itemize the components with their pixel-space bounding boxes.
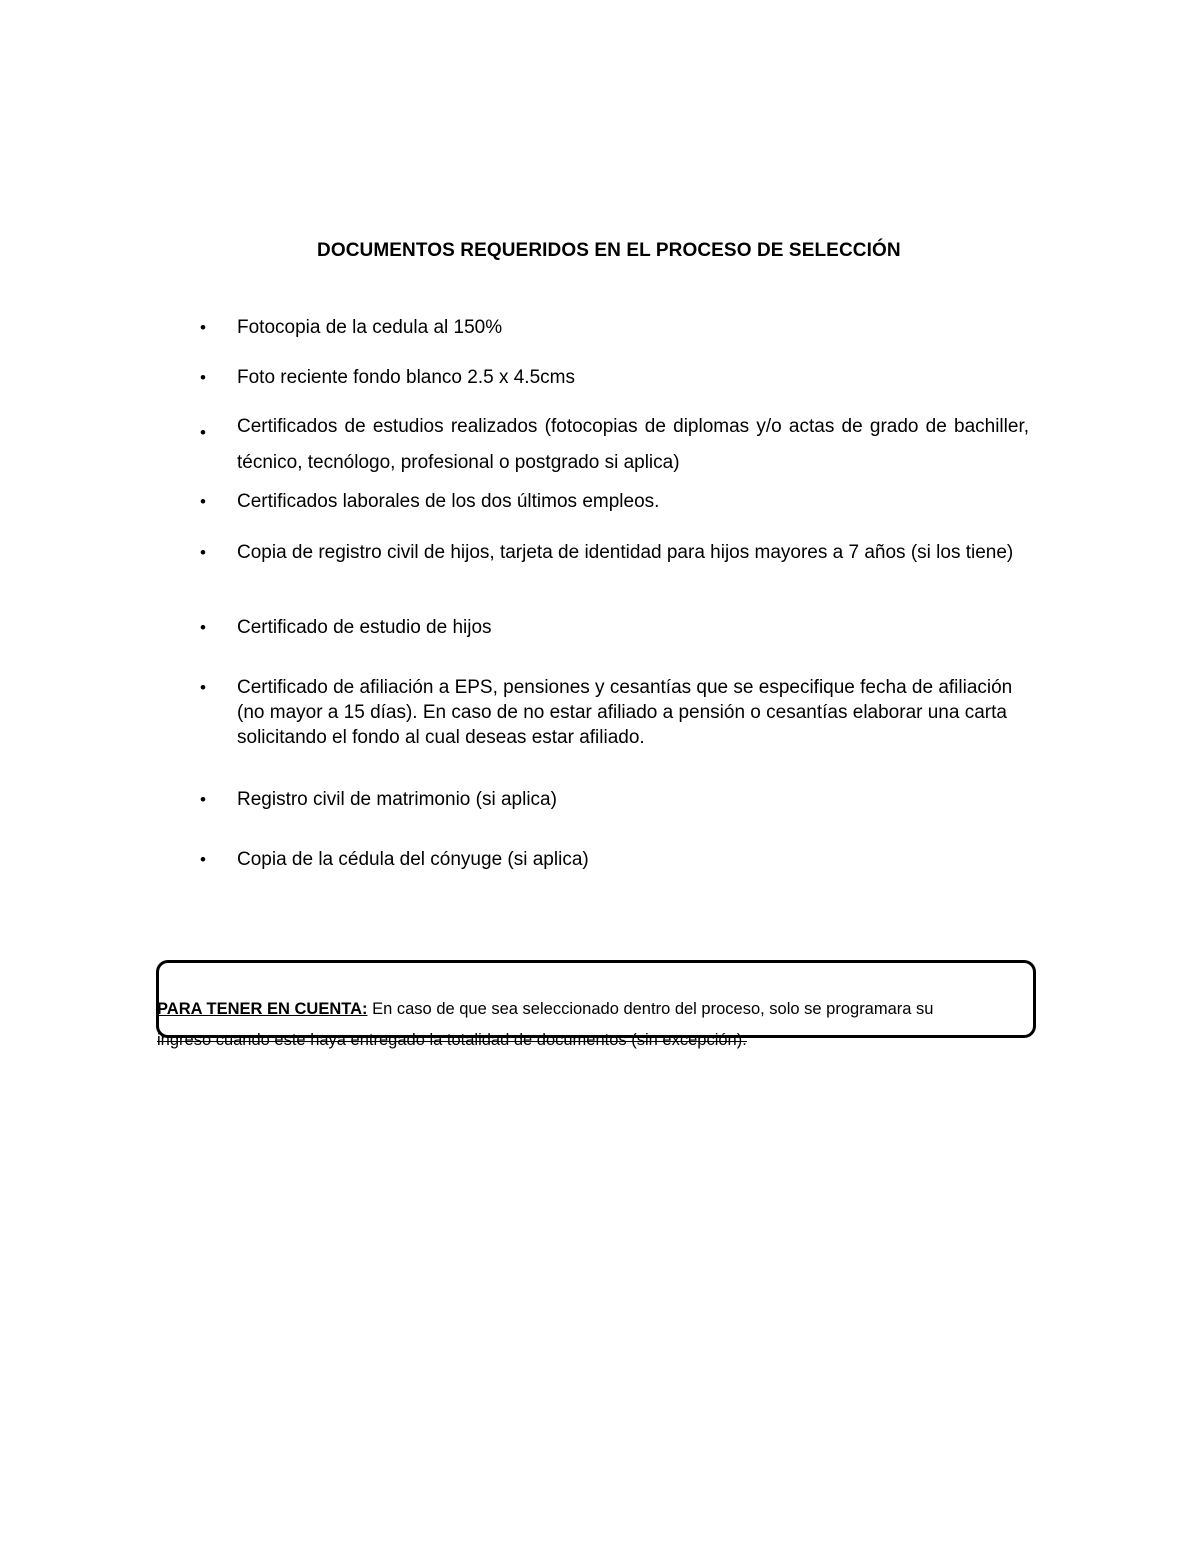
bullet-icon: • [200, 618, 206, 637]
requirement-item [200, 540, 1029, 565]
requirement-item [200, 847, 1029, 872]
note-line-1: En caso de que sea seleccionado dentro del proceso, solo se programara su [367, 1000, 934, 1018]
bullet-icon: • [200, 423, 206, 442]
bullet-icon: • [200, 678, 206, 697]
note-text [157, 994, 1007, 1056]
requirement-text: Foto reciente fondo blanco 2.5 x 4.5cms [237, 367, 575, 388]
bullet-icon: • [200, 318, 206, 337]
requirement-text: Certificados laborales de los dos últimos empleos. [237, 491, 660, 512]
bullet-icon: • [200, 368, 206, 387]
requirement-text: Certificado de afiliación a EPS, pensiones y cesantías que se especifique fecha de afiliación (no mayor a 15 días). En caso de no estar afiliado a pensión o cesantías elaborar una carta solicitando el fondo al cual deseas estar afiliado. [237, 677, 1013, 748]
requirement-item [200, 489, 1029, 514]
requirement-item [200, 365, 1029, 390]
requirement-text: Registro civil de matrimonio (si aplica) [237, 789, 557, 810]
bullet-icon: • [200, 543, 206, 562]
requirement-item [200, 787, 1029, 812]
requirement-text: Fotocopia de la cedula al 150% [237, 317, 503, 338]
bullet-icon: • [200, 850, 206, 869]
requirement-text: Copia de registro civil de hijos, tarjeta de identidad para hijos mayores a 7 años (si los tiene) [237, 542, 1014, 563]
requirement-item [200, 409, 1029, 481]
requirement-item [200, 675, 1029, 750]
document-title: DOCUMENTOS REQUERIDOS EN EL PROCESO DE SELECCIÓN [317, 240, 901, 261]
note-line-2: ingreso cuando este haya entregado la totalidad de documentos (sin excepción). [157, 1031, 747, 1049]
requirement-text: Certificado de estudio de hijos [237, 617, 492, 638]
requirement-item [200, 315, 1029, 340]
requirement-text: Certificados de estudios realizados (fotocopias de diplomas y/o actas de grado de bachiller, técnico, tecnólogo, profesional o postgrado si aplica) [237, 416, 1029, 473]
bullet-icon: • [200, 492, 206, 511]
note-label: PARA TENER EN CUENTA: [157, 1000, 368, 1018]
bullet-icon: • [200, 790, 206, 809]
requirement-text: Copia de la cédula del cónyuge (si aplica) [237, 849, 589, 870]
requirement-item [200, 615, 1029, 640]
